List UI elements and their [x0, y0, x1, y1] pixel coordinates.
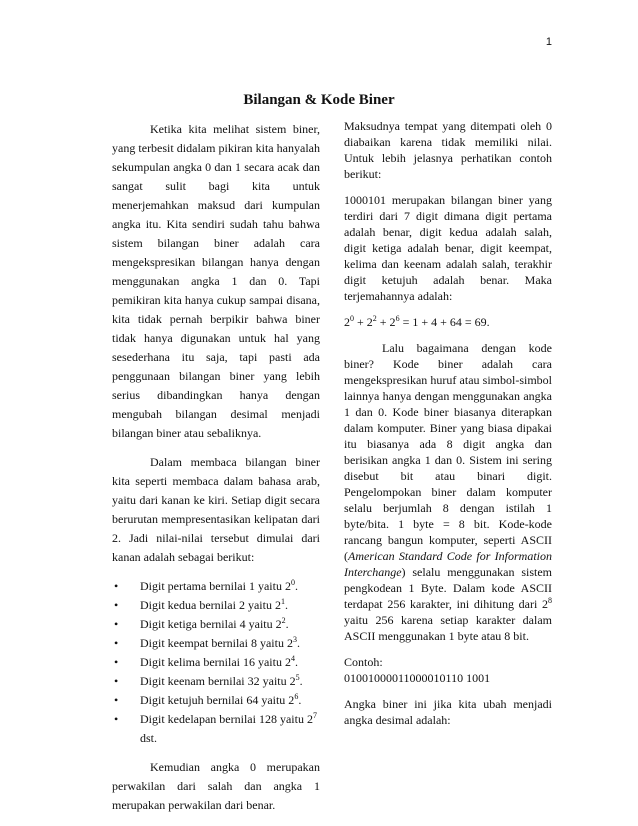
list-item: • Digit kedelapan bernilai 128 yaitu $2^7$ dst.: [112, 710, 320, 748]
right-column: [344, 118, 552, 738]
list-item: • Digit kedua bernilai 2 yaitu $2^1$.: [112, 596, 320, 615]
true-false-paragraph: Kemudian angka 0 merupakan perwakilan dari salah dan angka 1 merupakan perwakilan dari benar.: [112, 760, 320, 812]
list-item: • Digit keempat bernilai 8 yaitu $2^3$.: [112, 634, 320, 653]
example-binary-value: 01001000011000010110 1001: [344, 671, 491, 685]
list-item: • Digit kelima bernilai 16 yaitu $2^4$.: [112, 653, 320, 672]
intro-paragraph: Ketika kita melihat sistem biner, yang terbesit didalam pikiran kita hanyalah sekumpulan angka 0 dan 1 secara acak dan sangat sulit bagi kita untuk menerjemahkan maksud dari kumpulan angka itu. Kita sendiri sudah tahu bahwa sistem bilangan biner adalah cara mengekspresikan bilangan hanya dengan menggunakan angka 1 dan 0. Tapi pemikiran kita hanya cukup sampai disana, kita tidak pernah berpikir bahwa biner tidak hanya digunakan untuk hal yang sesederhana itu saja, tapi pasti ada penggunaan bilangan biner yang lebih serius dibandingkan hanya dengan mengubah bilangan desimal menjadi bilangan biner atau sebaliknya.: [112, 122, 320, 440]
reading-paragraph: Dalam membaca bilangan biner kita seperti membaca dalam bahasa arab, yaitu dari kanan ke kiri. Setiap digit secara berurutan mempresentasikan kelipatan dari 2. Jadi nilai-nilai tersebut dimulai dari kanan adalah sebagai berikut:: [112, 455, 320, 564]
digit-value-list: [112, 577, 320, 748]
page-title: Bilangan & Kode Biner: [243, 92, 395, 108]
binary-code-paragraph: Lalu bagaimana dengan kode biner? Kode biner adalah cara mengekspresikan huruf atau simbol-simbol lainnya hanya dengan menggunakan angka 1 dan 0. Kode biner biasanya diterapkan dalam komputer. Biner yang biasa dipakai itu biasanya ada 8 digit angka dan berisikan angka 1 dan 0. Sistem ini sering disebut bit atau binari digit. Pengelompokan biner dalam komputer selalu berjumlah 8 dengan istilah 1 byte/bita. 1 byte = 8 bit. Kode-kode rancang bangun komputer, seperti ASCII (American Standard Code for Information Interchange) selalu menggunakan sistem pengkodean 1 Byte. Dalam kode ASCII terdapat 256 karakter, ini dihitung dari $2^8$ yaitu 256 karena setiap karakter dalam ASCII menggunakan 1 byte atau 8 bit.: [344, 341, 552, 643]
list-item: • Digit pertama bernilai 1 yaitu $2^0$.: [112, 577, 320, 596]
list-item: • Digit ketiga bernilai 4 yaitu $2^2$.: [112, 615, 320, 634]
page-number: 1: [545, 36, 552, 48]
list-item: • Digit ketujuh bernilai 64 yaitu $2^6$.: [112, 691, 320, 710]
example-paragraph: 1000101 merupakan bilangan biner yang terdiri dari 7 digit dimana digit pertama adalah benar, digit kedua adalah salah, digit ketiga adalah benar, digit keempat, kelima dan keenam adalah salah, terakhir digit ketujuh adalah benar. Maka terjemahannya adalah:: [344, 193, 552, 303]
example-label: Contoh:: [344, 655, 383, 669]
conversion-paragraph: Angka biner ini jika kita ubah menjadi angka desimal adalah:: [344, 697, 552, 727]
list-item: • Digit keenam bernilai 32 yaitu $2^5$.: [112, 672, 320, 691]
example-block: [344, 654, 552, 686]
ignore-zero-paragraph: Maksudnya tempat yang ditempati oleh 0 diabaikan karena tidak memiliki nilai. Untuk lebih jelasnya perhatikan contoh berikut:: [344, 119, 552, 181]
left-column: [112, 120, 320, 825]
equation: $2^0 + 2^2 + 2^6 = 1 + 4 + 64 = 69$.: [344, 314, 490, 329]
